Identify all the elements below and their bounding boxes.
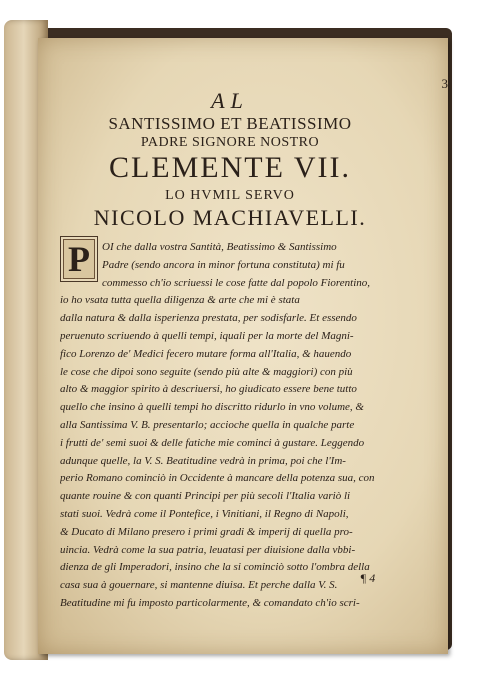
body-line: quante rouine & con quanti Principi per più secoli l'Italia variò li [60, 490, 351, 503]
body-line: alto & maggior spirito à descriuersi, ho giudicato essere bene tutto [60, 383, 357, 396]
body-line: Beatitudine mi fu imposto particolarmente, & comandato ch'io scri- [60, 596, 360, 609]
body-line: fico Lorenzo de' Medici fecero mutare forma all'Italia, & hauendo [60, 347, 352, 360]
title-clemente: CLEMENTE VII. [108, 151, 352, 184]
page-number: 3 [441, 76, 448, 91]
title-padre: PADRE SIGNORE NOSTRO [140, 135, 320, 150]
body-line: dalla natura & dalla isperienza prestata, per sodisfarle. Et essendo [60, 312, 357, 325]
catchword: ¶ 4 [360, 571, 376, 585]
title-santissimo: SANTISSIMO ET BEATISSIMO [108, 114, 352, 133]
body-line: uincia. Vedrà come la sua patria, leuatasi per diuisione dalla vbbi- [60, 543, 356, 556]
body-line: & Ducato di Milano presero i primi gradi & imperij di quella pro- [60, 525, 353, 538]
body-line: quello che insino à quelli tempi ho discritto ridurlo in vno volume, & [60, 401, 364, 414]
body-line: le cose che dipoi sono seguite (sendo più alte & maggiori) con più [60, 365, 353, 378]
body-line: dienza de gli Imperadori, insino che la si cominciò sotto l'ombra della [60, 561, 370, 574]
body-line: Padre (sendo ancora in minor fortuna constituta) mi fu [102, 258, 345, 271]
body-line: casa sua à gouernare, si mantenne diuisa. Et perche dalla V. S. [60, 579, 338, 592]
title-humil-servo: LO HVMIL SERVO [165, 188, 295, 203]
title-author: NICOLO MACHIAVELLI. [93, 205, 367, 230]
body-line: adunque quelle, la V. S. Beatitudine vedrà in prima, poi che l'Im- [60, 454, 346, 467]
body-line: alla Santissima V. B. presentarlo; accioche quella in qualche parte [60, 418, 355, 431]
body-line: peruenuto scriuendo à quelli tempi, iquali per la morte del Magni- [60, 329, 354, 342]
body-line: i frutti de' semi suoi & delle fatiche mie cominci à gustare. Leggendo [60, 436, 365, 449]
body-line: commesso ch'io scriuessi le cose fatte dal popolo Fiorentino, [102, 276, 371, 289]
body-line: stati suoi. Vedrà come il Pontefice, i Vinitiani, il Regno di Napoli, [60, 507, 349, 520]
dedication-body [60, 239, 416, 613]
title-al: AL [211, 88, 249, 113]
body-line: io ho vsata tutta quella diligenza & arte che mi è stata [60, 294, 300, 307]
decorated-initial-letter: P [68, 239, 90, 279]
body-line: perio Romano cominciò in Occidente à mancare della potenza sua, con [60, 472, 375, 485]
dedication-title [60, 88, 400, 231]
body-line: OI che dalla vostra Santità, Beatissimo & Santissimo [102, 241, 337, 253]
